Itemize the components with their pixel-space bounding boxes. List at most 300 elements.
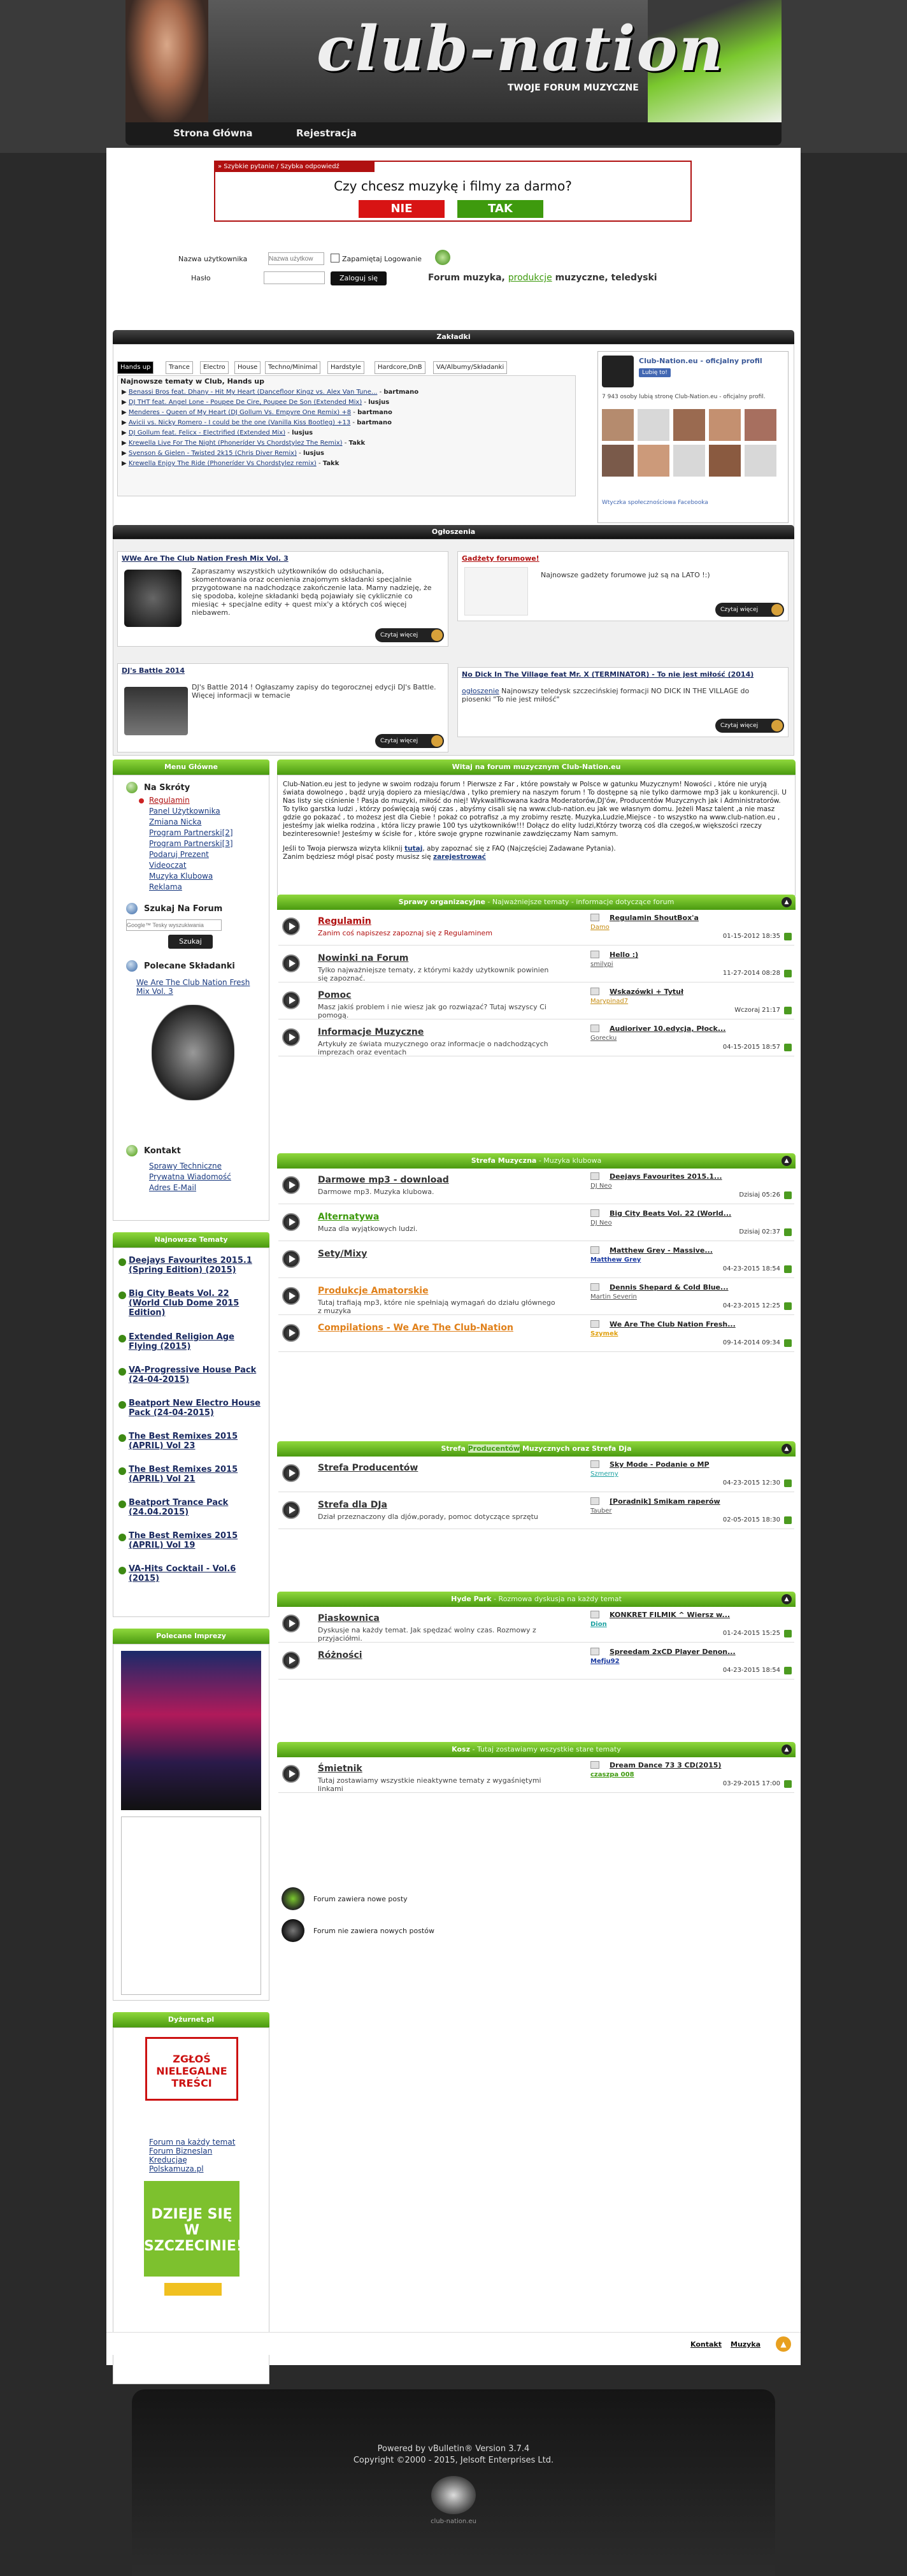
- forum-list-trash: [278, 1757, 794, 1795]
- contact-icon: [126, 1145, 138, 1156]
- tab-va-albums[interactable]: VA/Albumy/Składanki: [433, 361, 507, 374]
- events-header: Polecane Imprezy: [113, 1629, 269, 1644]
- fan-avatar[interactable]: [709, 445, 741, 477]
- last-post: [590, 912, 792, 943]
- post-icon: [590, 1283, 599, 1291]
- forum-row[interactable]: [278, 1757, 794, 1793]
- read-more-button[interactable]: Czytaj więcej: [375, 734, 444, 748]
- collapse-icon[interactable]: ▲: [782, 1444, 792, 1454]
- topic-row[interactable]: ▶ Krewella Live For The Night (Phoneríder Vs Chordstylez The Remix) - Takk: [122, 440, 366, 447]
- login-help-icon[interactable]: [435, 250, 450, 265]
- last-post-title[interactable]: Wskazówki + Tytuł: [610, 988, 684, 996]
- tab-house[interactable]: House: [234, 361, 261, 374]
- announcement-text: Najnowsze gadżety forumowe już są na LATO !:): [541, 571, 710, 579]
- menu-panel: [113, 775, 269, 1221]
- events-panel: [113, 1644, 269, 2001]
- latest-topic-link[interactable]: Deejays Favourites 2015.1 (Spring Edition) (2015): [129, 1256, 252, 1275]
- menu-link-regulamin[interactable]: Regulamin: [149, 796, 190, 805]
- forum-description: Dyskusje na każdy temat. Jak spędzać wolny czas. Rozmowy z przyjaciółmi.: [318, 1626, 536, 1643]
- nav-home[interactable]: Strona Główna: [173, 127, 253, 139]
- footer-contact-link[interactable]: Kontakt: [690, 2340, 722, 2349]
- announcement-card: [457, 551, 789, 621]
- forum-list-organizational: [278, 910, 794, 1063]
- last-post-user[interactable]: Mefju92: [590, 1658, 620, 1665]
- latest-topic-link[interactable]: VA-Hits Cocktail - Vol.6 (2015): [129, 1564, 236, 1583]
- search-button[interactable]: Szukaj: [168, 935, 213, 949]
- new-posts-icon: [282, 1887, 304, 1910]
- last-post-title[interactable]: We Are The Club Nation Fresh...: [610, 1320, 736, 1328]
- post-icon: [590, 1209, 599, 1217]
- forum-title[interactable]: Strefa Producentów: [318, 1463, 418, 1473]
- go-to-post-icon[interactable]: [784, 1044, 792, 1051]
- go-to-post-icon[interactable]: [784, 933, 792, 940]
- arrow-icon: [118, 1258, 126, 1266]
- djs-battle-image: [124, 687, 188, 735]
- post-icon: [590, 1497, 599, 1505]
- announcement-text: DJ's Battle 2014 ! Ogłaszamy zapisy do tegorocznej edycji DJ's Battle. Więcej informacji w temacie: [192, 683, 436, 700]
- menu-link-videochat[interactable]: Videoczat: [149, 861, 187, 870]
- nav-register[interactable]: Rejestracja: [296, 127, 357, 139]
- go-to-post-icon[interactable]: [784, 1265, 792, 1273]
- last-post-title[interactable]: Dennis Shepard & Cold Blue...: [610, 1283, 729, 1292]
- login-tagline: [428, 273, 657, 283]
- last-post-user[interactable]: Martin Severin: [590, 1293, 637, 1300]
- collapse-icon[interactable]: ▲: [782, 1156, 792, 1166]
- search-title: Szukaj Na Forum: [144, 904, 223, 914]
- last-post: [590, 1609, 792, 1640]
- last-post: [590, 1319, 792, 1349]
- topic-link[interactable]: Svenson & Gielen - Twisted 2k15 (Chris Diver Remix): [128, 450, 297, 457]
- tab-trance[interactable]: Trance: [166, 361, 193, 374]
- topic-user: bartmano: [383, 389, 419, 396]
- last-post-title[interactable]: Audioriver 10.edycja, Płock...: [610, 1025, 726, 1033]
- recommended-mix-link[interactable]: We Are The Club Nation Fresh Mix Vol. 3: [136, 978, 250, 996]
- read-more-button[interactable]: Czytaj więcej: [715, 719, 784, 733]
- forum-row[interactable]: [278, 1493, 794, 1529]
- forum-row[interactable]: [278, 1169, 794, 1204]
- forum-title[interactable]: Różności: [318, 1650, 362, 1660]
- last-post: [590, 1282, 792, 1313]
- last-post-user[interactable]: Szymek: [590, 1330, 618, 1337]
- tagline-pre: Forum muzyka,: [428, 273, 508, 283]
- last-post: [590, 949, 792, 980]
- forum-row[interactable]: [278, 1279, 794, 1315]
- tagline-post: muzyczne, teledyski: [552, 273, 657, 283]
- arrow-icon: [118, 1335, 126, 1342]
- topic-row[interactable]: ▶ DJ Gollum feat. Felicx - Electrified (Extended Mix) - lusjus: [122, 429, 313, 436]
- forum-description: Muza dla wyjątkowych ludzi.: [318, 1225, 418, 1233]
- header-model-image: [125, 0, 208, 127]
- forum-description: Dział przeznaczony dla djów,porady, pomoc dotyczące sprzętu: [318, 1513, 538, 1521]
- facebook-like-count: 7 943 osoby lubią stronę Club-Nation.eu - oficjalny profil.: [602, 394, 766, 400]
- category-title[interactable]: Sprawy organizacyjne: [398, 898, 485, 906]
- shortcuts-title: Na Skróty: [144, 783, 190, 793]
- forum-row[interactable]: [278, 1021, 794, 1056]
- forum-title[interactable]: Śmietnik: [318, 1764, 362, 1774]
- fan-avatar[interactable]: [745, 445, 776, 477]
- category-subtitle: - Rozmowa dyskusja na każdy temat: [491, 1595, 622, 1603]
- menu-link-change-nick[interactable]: Zmiana Nicka: [149, 817, 202, 826]
- topic-row[interactable]: ▶ Avicii vs. Nicky Romero - I could be the one (Vanilla Kiss Bootleg) +13 - bartmano: [122, 419, 392, 426]
- fan-avatar[interactable]: [673, 409, 705, 441]
- forum-title[interactable]: Sety/Mixy: [318, 1249, 368, 1259]
- read-more-button[interactable]: Czytaj więcej: [375, 628, 444, 642]
- contact-email[interactable]: Adres E-Mail: [149, 1183, 197, 1192]
- footer-logo[interactable]: [431, 2476, 476, 2514]
- welcome-faq: [283, 845, 790, 853]
- topic-user: lusjus: [368, 399, 390, 406]
- forum-row[interactable]: [278, 1607, 794, 1643]
- category-title[interactable]: Kosz: [452, 1745, 470, 1753]
- post-icon: [590, 1320, 599, 1328]
- last-post: [590, 1459, 792, 1490]
- topic-row[interactable]: ▶ DJ THT feat. Angel Lone - Poupee De Cire, Poupee De Son (Extended Mix) - lusjus: [122, 399, 390, 406]
- collapse-icon[interactable]: ▲: [782, 1594, 792, 1604]
- go-to-post-icon[interactable]: [784, 1228, 792, 1236]
- topic-list: [117, 375, 576, 496]
- topic-row[interactable]: ▶ Benassi Bros feat. Dhany - Hit My Heart (Dancefloor Kingz vs. Alex Van Tune... - bartmano: [122, 389, 419, 396]
- last-post-date: 01-15-2012 18:35: [722, 933, 780, 940]
- recommended-icon: [126, 960, 138, 972]
- announcements-bar: Ogłoszenia: [113, 525, 794, 539]
- forum-row[interactable]: [278, 947, 794, 982]
- contact-tech[interactable]: Sprawy Techniczne: [149, 1162, 222, 1170]
- remember-checkbox[interactable]: [331, 254, 339, 263]
- announcement-card: [117, 551, 448, 647]
- last-post-title[interactable]: Sky Mode - Podanie o MP: [610, 1460, 710, 1469]
- username-label: Nazwa użytkownika: [178, 255, 248, 263]
- forum-description: Artykuły ze świata muzycznego oraz informacje o nadchodzących imprezach oraz eventach: [318, 1040, 548, 1056]
- forum-description: Tutaj zostawiamy wszystkie nieaktywne tematy z wygaśniętymi linkami: [318, 1776, 541, 1793]
- arrow-icon: [118, 1434, 126, 1442]
- forum-status-icon: [282, 1464, 300, 1482]
- site-logo[interactable]: club-nation: [317, 13, 725, 85]
- collapse-icon[interactable]: ▲: [782, 897, 792, 907]
- fan-avatar[interactable]: [673, 445, 705, 477]
- dyzurnet-panel: [113, 2027, 269, 2384]
- faq-link[interactable]: tutaj: [404, 845, 423, 853]
- last-post-date: Wczoraj 21:17: [734, 1007, 780, 1014]
- post-icon: [590, 988, 599, 995]
- latest-topic-link[interactable]: Extended Religion Age Flying (2015): [129, 1332, 234, 1351]
- topic-link[interactable]: Avicii vs. Nicky Romero - I could be the one (Vanilla Kiss Bootleg) +13: [128, 419, 351, 426]
- page-footer: [132, 2389, 775, 2576]
- forum-status-icon: [282, 917, 300, 935]
- search-icon: [126, 903, 138, 914]
- report-illegal-badge[interactable]: ZGŁOŚ NIELEGALNE TREŚCI: [145, 2037, 238, 2101]
- last-post-title[interactable]: Deejays Favourites 2015.1...: [610, 1172, 722, 1181]
- go-to-post-icon[interactable]: [784, 970, 792, 977]
- forum-status-icon: [282, 1765, 300, 1783]
- go-to-post-icon[interactable]: [784, 1339, 792, 1347]
- forum-title[interactable]: Strefa dla DJa: [318, 1500, 388, 1510]
- event-poster-placeholder[interactable]: [121, 1817, 261, 1995]
- footer-bar: [106, 2332, 801, 2355]
- announcement-title[interactable]: WWe Are The Club Nation Fresh Mix Vol. 3: [122, 554, 289, 563]
- collapse-icon[interactable]: ▲: [782, 1745, 792, 1755]
- username-input[interactable]: [268, 252, 324, 265]
- forum-title[interactable]: Pomoc: [318, 990, 352, 1000]
- menu-link-club-music[interactable]: Muzyka Klubowa: [149, 872, 213, 881]
- last-post: [590, 986, 792, 1017]
- last-post-user[interactable]: Gorecku: [590, 1035, 617, 1042]
- last-post-user[interactable]: DJ Neo: [590, 1183, 612, 1190]
- last-post: [590, 1171, 792, 1202]
- forum-row[interactable]: [278, 910, 794, 946]
- menu-header: Menu Główne: [113, 759, 269, 775]
- facebook-page-name[interactable]: Club-Nation.eu - oficjalny profil: [639, 357, 762, 365]
- last-post-user[interactable]: czaszpa 008: [590, 1771, 634, 1778]
- menu-link-gift[interactable]: Podaruj Prezent: [149, 850, 209, 859]
- arrow-icon: [118, 1567, 126, 1574]
- welcome-bar: Witaj na forum muzycznym Club-Nation.eu: [277, 759, 796, 775]
- last-post-user[interactable]: smilypi: [590, 961, 613, 968]
- forum-status-icon: [282, 1176, 300, 1194]
- go-to-post-icon[interactable]: [784, 1191, 792, 1199]
- faq-text-post: , aby zapoznać się z FAQ (Najczęściej Zadawane Pytania).: [422, 845, 616, 853]
- forum-title[interactable]: Produkcje Amatorskie: [318, 1286, 429, 1296]
- last-post-title[interactable]: Spreedam 2xCD Player Denon...: [610, 1648, 736, 1656]
- post-icon: [590, 1648, 599, 1655]
- topic-link[interactable]: Menderes - Queen of My Heart (DJ Gollum Vs. Empyre One Remix) +8: [128, 409, 352, 416]
- poll-no-button[interactable]: NIE: [359, 200, 445, 218]
- no-new-posts-icon: [282, 1919, 304, 1942]
- go-to-post-icon[interactable]: [784, 1667, 792, 1674]
- main-nav: [125, 122, 782, 145]
- arrow-icon: [118, 1368, 126, 1376]
- szczecin-poster[interactable]: DZIEJE SIĘ W SZCZECINIE!: [144, 2181, 239, 2277]
- forum-title[interactable]: Informacje Muzyczne: [318, 1027, 424, 1037]
- last-post-date: 01-24-2015 15:25: [722, 1630, 780, 1637]
- latest-topic-link[interactable]: Big City Beats Vol. 22 (World Club Dome 2015 Edition): [129, 1289, 239, 1318]
- last-post-title[interactable]: Dream Dance 73 3 CD(2015): [610, 1761, 722, 1769]
- category-title-post: Muzycznych oraz Strefa Dja: [520, 1444, 632, 1453]
- last-post-user[interactable]: Tauber: [590, 1507, 612, 1515]
- contact-title: Kontakt: [144, 1146, 181, 1156]
- category-bar-organizational: [277, 895, 796, 910]
- forum-row[interactable]: [278, 1457, 794, 1492]
- last-post-user[interactable]: Marypinad7: [590, 998, 629, 1005]
- tab-hardstyle[interactable]: Hardstyle: [327, 361, 364, 374]
- topic-link[interactable]: Krewella Live For The Night (Phoneríder Vs Chordstylez The Remix): [128, 440, 343, 447]
- last-post-title[interactable]: KONKRET FILMIK ^ Wiersz w...: [610, 1611, 731, 1619]
- tab-electro[interactable]: Electro: [200, 361, 229, 374]
- arrow-icon: [118, 1500, 126, 1508]
- go-to-post-icon[interactable]: [784, 1630, 792, 1637]
- fan-avatar[interactable]: [745, 409, 776, 441]
- scroll-top-icon[interactable]: ▲: [776, 2336, 791, 2352]
- announcements-panel: [113, 539, 794, 756]
- topic-user: Takk: [322, 460, 339, 467]
- go-to-post-icon[interactable]: [784, 1780, 792, 1788]
- forum-title[interactable]: Alternatywa: [318, 1212, 380, 1222]
- welcome-register: [283, 853, 790, 861]
- announcement-card: [117, 663, 448, 752]
- topic-list-heading: Najnowsze tematy w Club, Hands up: [120, 377, 265, 385]
- last-post-user[interactable]: Dion: [590, 1621, 607, 1628]
- login-button[interactable]: Zaloguj się: [331, 271, 387, 285]
- topic-link[interactable]: DJ THT feat. Angel Lone - Poupee De Cire, Poupee De Son (Extended Mix): [128, 399, 362, 406]
- category-bar-hyde-park: [277, 1592, 796, 1607]
- forum-row[interactable]: [278, 1644, 794, 1680]
- go-to-post-icon[interactable]: [784, 1302, 792, 1310]
- szczecin-banner[interactable]: [164, 2283, 222, 2296]
- fan-avatar[interactable]: [709, 409, 741, 441]
- menu-link-user-panel[interactable]: Panel Użytkownika: [149, 807, 220, 816]
- forum-title[interactable]: Darmowe mp3 - download: [318, 1175, 449, 1185]
- topic-user: lusjus: [292, 429, 313, 436]
- topic-link[interactable]: DJ Gollum feat. Felicx - Electrified (Extended Mix): [128, 429, 286, 436]
- last-post: [590, 1496, 792, 1527]
- menu-link-partner2[interactable]: Program Partnerski[2]: [149, 828, 233, 837]
- last-post-title[interactable]: Hello :): [610, 951, 639, 959]
- category-bar-music: [277, 1153, 796, 1169]
- shortcuts-icon: [126, 782, 138, 793]
- fan-avatar[interactable]: [638, 445, 669, 477]
- post-icon: [590, 914, 599, 921]
- latest-topic-link[interactable]: The Best Remixes 2015 (APRIL) Vol 21: [129, 1465, 238, 1484]
- poll-yes-button[interactable]: TAK: [457, 200, 543, 218]
- forum-row[interactable]: [278, 984, 794, 1019]
- latest-topic-link[interactable]: VA-Progressive House Pack (24-04-2015): [129, 1365, 257, 1385]
- arrow-icon: [118, 1401, 126, 1409]
- latest-topic-link[interactable]: Beatport Trance Pack (24.04.2015): [129, 1498, 229, 1517]
- announcement-title[interactable]: DJ's Battle 2014: [122, 666, 185, 675]
- tab-hardcore[interactable]: Hardcore,DnB: [375, 361, 425, 374]
- menu-link-ads[interactable]: Reklama: [149, 882, 182, 891]
- footer-music-link[interactable]: Muzyka: [731, 2340, 761, 2349]
- latest-topic-link[interactable]: The Best Remixes 2015 (APRIL) Vol 19: [129, 1531, 238, 1550]
- announcement-title[interactable]: Gadżety forumowe!: [462, 554, 539, 563]
- menu-link-partner3[interactable]: Program Partnerski[3]: [149, 839, 233, 848]
- dyzurnet-header: Dyżurnet.pl: [113, 2012, 269, 2027]
- forum-status-icon: [282, 1287, 300, 1305]
- last-post-title[interactable]: Regulamin ShoutBox'a: [610, 914, 699, 922]
- partner-link[interactable]: Polskamuza.pl: [149, 2164, 204, 2173]
- topic-link[interactable]: Krewella Enjoy The Ride (Phoneríder Vs Chordstylez remix): [128, 460, 317, 467]
- topic-row[interactable]: ▶ Svenson & Gielen - Twisted 2k15 (Chris Diver Remix) - lusjus: [122, 450, 324, 457]
- recommended-title: Polecane Składanki: [144, 961, 235, 971]
- last-post-date: 03-29-2015 17:00: [722, 1780, 780, 1787]
- last-post-title[interactable]: Matthew Grey - Massive...: [610, 1246, 713, 1255]
- fan-avatar[interactable]: [638, 409, 669, 441]
- latest-topic-link[interactable]: The Best Remixes 2015 (APRIL) Vol 23: [129, 1432, 238, 1451]
- announcement-inline-link[interactable]: ogłoszenie: [462, 687, 499, 695]
- welcome-text: Club-Nation.eu jest to jedyne w swoim rodzaju forum ! Pierwsze z Far , które powstały w Polsce w gatunku Muzycznym! Nowości , które nie uryją świata dowolnego , bądź uryją dopiero za miesiąc/dwa , tylko premiery na naszym forum ! To dostępne są nie tylko darmowe mp3 jak u konkurencji. U Nas listy się ciśnienie ! Pasja do muzyki, miłość do niej! Wykwalifikowana kadra Moderatorów,DJ'ów, Producentów Muzycznych jak i Administratorów. To tylko garstka ludzi , którzy poświęcają swój czas , abyśmy cisali się na www.club-nation.eu jak we własnym domu. Jeżeli Masz talent ,a nie masz gdzie go pokazać , to możesz jest dla Ciebie ! pokaż co potrafisz ,a my zrobimy resztę. Muzyka,Ludzie,Miejsce - to wszystko na www.club-nation.eu , jesteśmy jak wielka rodzina , która liczy prawie 100 tys użytkowników!!! Dołącz do elity ludzi,Którzy tworzą coś dla czegoś,w większości rzeczy bezinteresownie! Jesteśmy w ścisłe for , które swoje grypne rozwinanie zawdzięczamy Nam samym.: [283, 781, 787, 838]
- forum-title[interactable]: Nowinki na Forum: [318, 953, 409, 963]
- last-post: [590, 1760, 792, 1790]
- contact-pm[interactable]: Prywatna Wiadomość: [149, 1172, 231, 1181]
- bullet-icon: [139, 798, 144, 803]
- last-post-user[interactable]: Szmerny: [590, 1471, 618, 1478]
- topic-row[interactable]: ▶ Krewella Enjoy The Ride (Phoneríder Vs Chordstylez remix) - Takk: [122, 460, 339, 467]
- category-subtitle: - Najważniejsze tematy - informacje dotyczące forum: [485, 898, 675, 906]
- forum-row[interactable]: [278, 1316, 794, 1352]
- forum-title[interactable]: Regulamin: [318, 916, 371, 926]
- category-title[interactable]: Strefa Muzyczna: [471, 1156, 537, 1165]
- welcome-panel: [277, 775, 796, 896]
- register-link[interactable]: zarejestrować: [433, 853, 486, 861]
- tshirt-image: [464, 567, 528, 615]
- category-title[interactable]: Hyde Park: [451, 1595, 492, 1603]
- announcement-title[interactable]: No Dick In The Village feat Mr. X (TERMINATOR) - To nie jest miłość (2014): [462, 670, 754, 679]
- arrow-icon: [118, 1467, 126, 1475]
- last-post-date: Dzisiaj 05:26: [739, 1191, 780, 1198]
- latest-topic-link[interactable]: Beatport New Electro House Pack (24-04-2015): [129, 1399, 261, 1418]
- last-post-date: 04-23-2015 18:54: [722, 1667, 780, 1674]
- last-post-date: 04-15-2015 18:57: [722, 1044, 780, 1051]
- header-banner: [125, 0, 782, 127]
- fan-avatar[interactable]: [602, 445, 634, 477]
- partner-link[interactable]: Forum na każdy temat: [149, 2138, 236, 2147]
- last-post-title[interactable]: Big City Beats Vol. 22 (World...: [610, 1209, 732, 1218]
- forum-list-producers: [278, 1457, 794, 1533]
- category-title-link[interactable]: Producentów: [468, 1444, 520, 1453]
- forum-search-input[interactable]: [126, 919, 222, 931]
- forum-title[interactable]: Piaskownica: [318, 1613, 380, 1623]
- go-to-post-icon[interactable]: [784, 1516, 792, 1524]
- partner-link[interactable]: Forum Bizneslan: [149, 2147, 213, 2155]
- last-post: [590, 1208, 792, 1239]
- forum-status-icon: [282, 1651, 300, 1669]
- forum-status-icon: [282, 1324, 300, 1342]
- bookmark-tabs: [117, 361, 576, 374]
- last-post-user[interactable]: Damo: [590, 924, 610, 931]
- facebook-page-avatar: [602, 356, 634, 387]
- event-poster-image[interactable]: [121, 1651, 261, 1810]
- tab-techno[interactable]: Techno/Minimal: [265, 361, 320, 374]
- arrow-icon: [118, 1534, 126, 1541]
- forum-description: Masz jakiś problem i nie wiesz jak go rozwiązać? Tutaj wszyscy Ci pomogą.: [318, 1003, 546, 1019]
- forum-row[interactable]: [278, 1205, 794, 1241]
- tagline-produkcje-link[interactable]: produkcje: [508, 273, 552, 283]
- partner-link[interactable]: Kreducjaę: [149, 2155, 187, 2164]
- category-subtitle: - Muzyka klubowa: [536, 1156, 602, 1165]
- last-post-title[interactable]: [Poradnik] Smikam raperów: [610, 1497, 720, 1506]
- club-nation-mix-logo[interactable]: [152, 1005, 234, 1100]
- last-post-date: 04-23-2015 12:30: [722, 1479, 780, 1486]
- page-header: [0, 0, 907, 153]
- category-title[interactable]: Strefa: [441, 1444, 468, 1453]
- password-input[interactable]: [264, 271, 325, 284]
- facebook-like-button[interactable]: Lubię to!: [639, 368, 671, 377]
- last-post-user[interactable]: DJ Neo: [590, 1220, 612, 1227]
- forum-status-icon: [282, 1213, 300, 1231]
- topic-row[interactable]: ▶ Menderes - Queen of My Heart (DJ Gollum Vs. Empyre One Remix) +8 - bartmano: [122, 409, 392, 416]
- topic-link[interactable]: Benassi Bros feat. Dhany - Hit My Heart (Dancefloor Kingz vs. Alex Van Tune...: [128, 389, 378, 396]
- forum-description: Tutaj trafiają mp3, które nie spełniają wymagań do działu głównego z muzyka: [318, 1299, 555, 1315]
- post-icon: [590, 1611, 599, 1618]
- footer-logo-text: club-nation.eu: [431, 2518, 476, 2525]
- topic-user: bartmano: [357, 409, 392, 416]
- read-more-button[interactable]: Czytaj więcej: [715, 603, 784, 617]
- quick-poll: [214, 161, 692, 222]
- password-label: Hasło: [191, 274, 211, 282]
- fan-avatar[interactable]: [602, 409, 634, 441]
- tab-hands-up[interactable]: Hands up: [117, 361, 154, 374]
- forum-status-icon: [282, 1501, 300, 1519]
- go-to-post-icon[interactable]: [784, 1479, 792, 1487]
- forum-title[interactable]: Compilations - We Are The Club-Nation: [318, 1323, 513, 1333]
- facebook-widget: [597, 351, 789, 523]
- bookmarks-panel: [113, 344, 794, 529]
- forum-row[interactable]: [278, 1242, 794, 1278]
- last-post-user[interactable]: Matthew Grey: [590, 1256, 641, 1263]
- post-icon: [590, 1246, 599, 1254]
- go-to-post-icon[interactable]: [784, 1007, 792, 1014]
- category-bar-producers: [277, 1441, 796, 1457]
- last-post: [590, 1023, 792, 1054]
